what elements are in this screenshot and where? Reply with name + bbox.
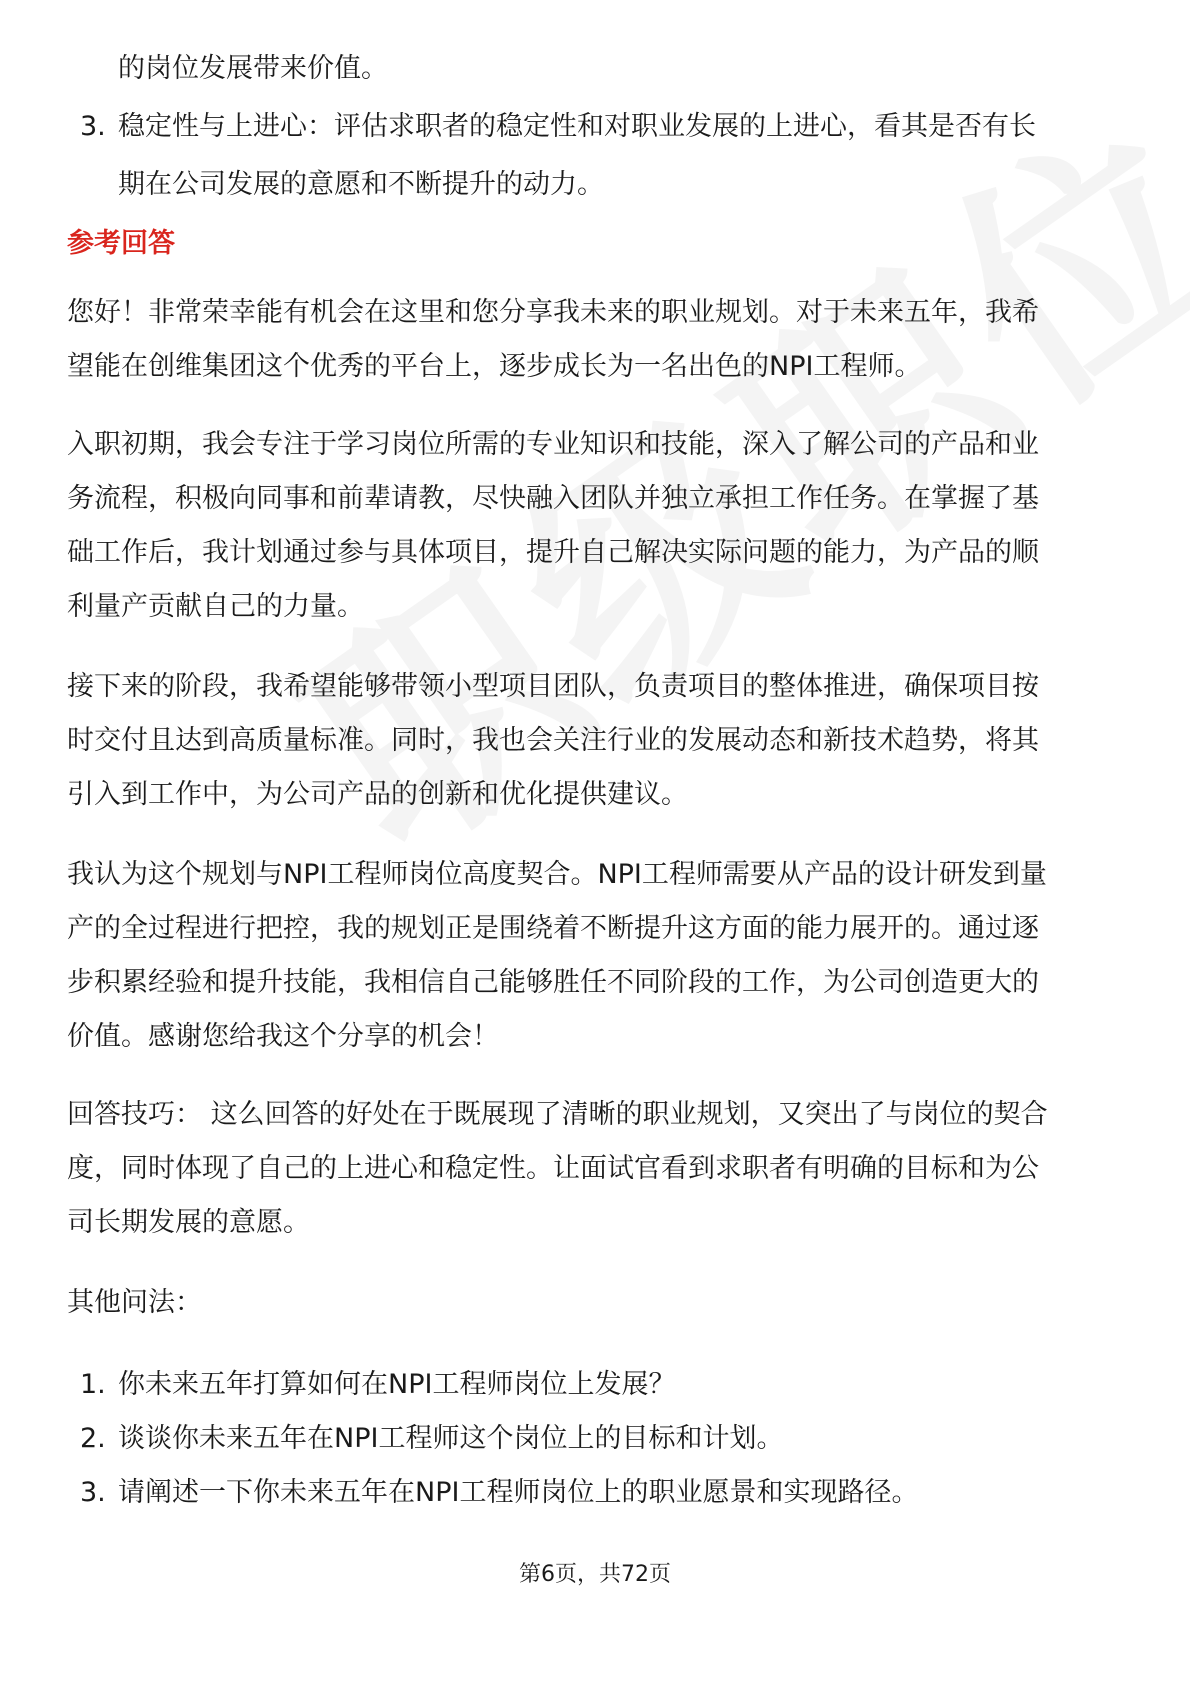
continuation-line: 的岗位发展带来价值。 [118, 53, 388, 84]
paragraph-line: 望能在创维集团这个优秀的平台上，逐步成长为一名出色的NPI工程师。 [67, 351, 922, 382]
paragraph-line: 产的全过程进行把控，我的规划正是围绕着不断提升这方面的能力展开的。通过逐 [67, 913, 1039, 944]
paragraph-line: 司长期发展的意愿。 [67, 1207, 310, 1238]
list-item-text: 谈谈你未来五年在NPI工程师这个岗位上的目标和计划。 [118, 1423, 784, 1454]
list-number: 1. [80, 1369, 106, 1400]
paragraph-line: 您好！非常荣幸能有机会在这里和您分享我未来的职业规划。对于未来五年，我希 [67, 297, 1039, 328]
paragraph-line: 务流程，积极向同事和前辈请教，尽快融入团队并独立承担工作任务。在掌握了基 [67, 483, 1039, 514]
criteria-list [0, 98, 1036, 214]
paragraph-line: 入职初期，我会专注于学习岗位所需的专业知识和技能，深入了解公司的产品和业 [67, 429, 1039, 460]
section-heading: 参考回答 [67, 228, 175, 259]
list-item-text: 请阐述一下你未来五年在NPI工程师岗位上的职业愿景和实现路径。 [118, 1477, 919, 1508]
paragraph-line: 其他问法： [67, 1287, 202, 1318]
paragraph-line: 步积累经验和提升技能，我相信自己能够胜任不同阶段的工作，为公司创造更大的 [67, 967, 1039, 998]
paragraph-next-stage [67, 660, 1039, 822]
paragraph-line: 度，同时体现了自己的上进心和稳定性。让面试官看到求职者有明确的目标和为公 [67, 1153, 1039, 1184]
paragraph-fit [67, 848, 1047, 1064]
paragraph-line: 引入到工作中，为公司产品的创新和优化提供建议。 [67, 779, 688, 810]
paragraph-greeting [67, 286, 1039, 394]
list-item-line: 稳定性与上进心：评估求职者的稳定性和对职业发展的上进心，看其是否有长 [118, 111, 1036, 142]
list-item [0, 1358, 918, 1412]
list-number: 2. [80, 1423, 106, 1454]
list-number: 3. [80, 111, 106, 142]
list-item [0, 98, 1036, 214]
paragraph-tips [67, 1088, 1048, 1250]
paragraph-line: 价值。感谢您给我这个分享的机会！ [67, 1021, 499, 1052]
list-item [0, 1412, 918, 1466]
paragraph-line: 接下来的阶段，我希望能够带领小型项目团队，负责项目的整体推进，确保项目按 [67, 671, 1039, 702]
paragraph-line: 时交付且达到高质量标准。同时，我也会关注行业的发展动态和新技术趋势，将其 [67, 725, 1039, 756]
list-number: 3. [80, 1477, 106, 1508]
paragraph-line: 础工作后，我计划通过参与具体项目，提升自己解决实际问题的能力，为产品的顺 [67, 537, 1039, 568]
paragraph-early-stage [67, 418, 1039, 634]
paragraph-line: 利量产贡献自己的力量。 [67, 591, 364, 622]
list-item-line: 期在公司发展的意愿和不断提升的动力。 [118, 169, 604, 200]
list-item-text: 你未来五年打算如何在NPI工程师岗位上发展？ [118, 1369, 676, 1400]
page-footer: 第6页，共72页 [519, 1562, 671, 1587]
paragraph-line: 我认为这个规划与NPI工程师岗位高度契合。NPI工程师需要从产品的设计研发到量 [67, 859, 1047, 890]
list-item [0, 1466, 918, 1520]
paragraph-line: 回答技巧： 这么回答的好处在于既展现了清晰的职业规划，又突出了与岗位的契合 [67, 1099, 1048, 1130]
paragraph-other-questions-label [67, 1276, 202, 1330]
other-questions-list [0, 1358, 918, 1520]
